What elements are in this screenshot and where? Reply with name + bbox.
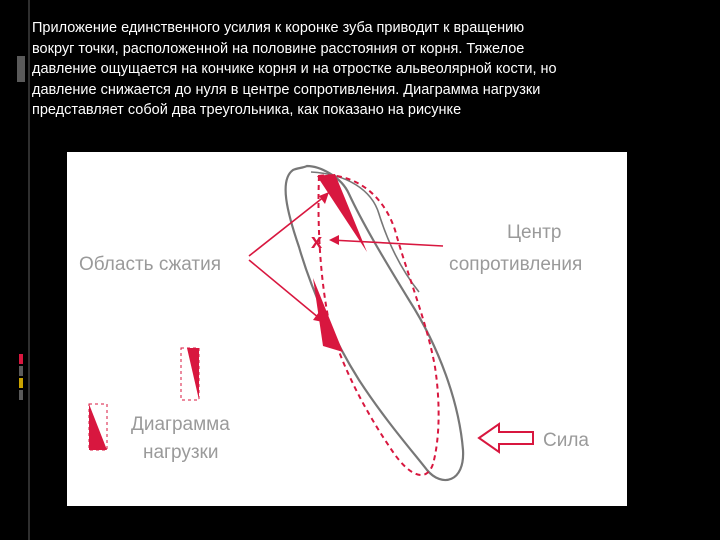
force-arrow (479, 424, 533, 452)
force-label: Сила (543, 430, 589, 451)
rotated-root-outline (318, 175, 438, 475)
accent-red-bar (19, 354, 23, 364)
load-diagram-label-line1: Диаграмма (131, 414, 230, 435)
arrow-to-lower-compression (249, 260, 319, 318)
load-diagram-upper-triangle (187, 348, 199, 400)
slide-paragraph: Приложение единственного усилия к коронке зуба приводит к вращению вокруг точки, расположенной на половине расстояния от корня. Тяжелое давление ощущается на кончике корня и на отростке альвеолярной кости, но давление снижается до нуля в центре сопротивления. Диаграмма нагрузки представляет собой два треугольника, как показано на рисунке (32, 20, 557, 119)
tooth-rotation-diagram (67, 152, 627, 506)
arrowhead-upper (319, 192, 329, 204)
slide-accent-block (17, 56, 25, 82)
load-diagram-lower-triangle (89, 404, 107, 450)
accent-gray-bar (19, 366, 23, 376)
center-of-resistance-mark: x (311, 231, 323, 253)
compression-area-label: Область сжатия (79, 254, 222, 275)
accent-gray-bar-2 (19, 390, 23, 400)
arrow-to-center (331, 240, 443, 246)
left-border-line (28, 0, 30, 540)
arrowhead-center (329, 235, 339, 245)
center-label-line2: сопротивления (449, 254, 583, 275)
accent-yellow-bar (19, 378, 23, 388)
load-diagram-label-line2: нагрузки (143, 442, 219, 463)
center-label-line1: Центр (507, 222, 562, 243)
tooth-outline (286, 166, 464, 480)
